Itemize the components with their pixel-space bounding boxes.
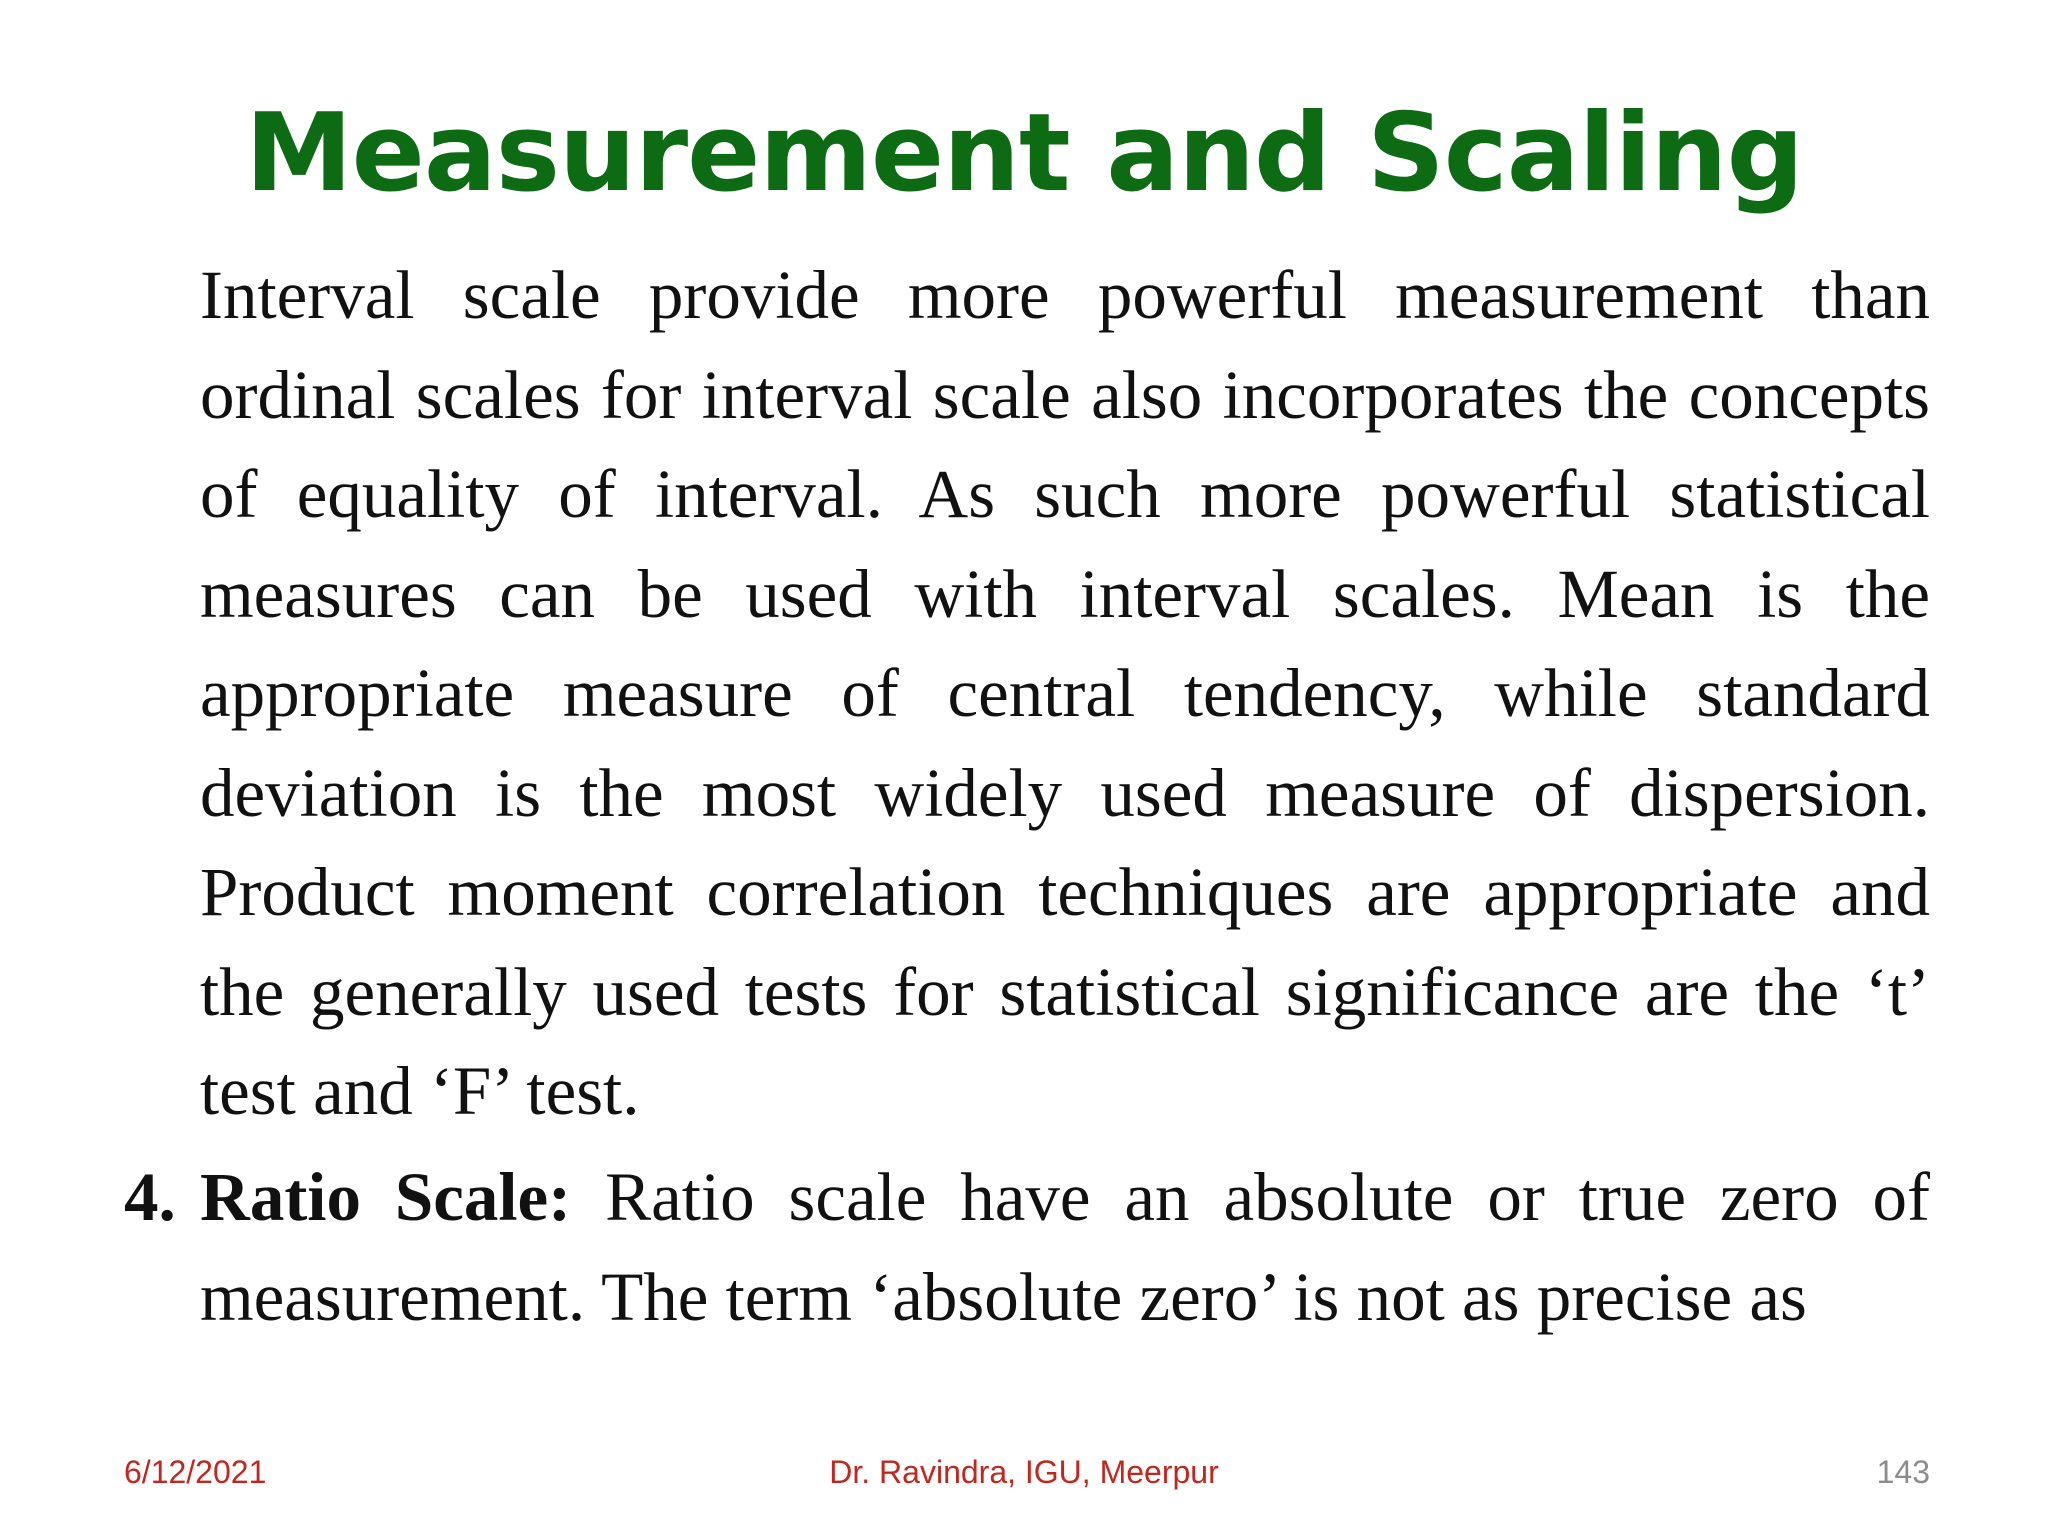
footer-date: 6/12/2021 bbox=[124, 1454, 267, 1490]
list-item-ratio-scale bbox=[124, 1148, 1930, 1347]
body-paragraph: Interval scale provide more powerful measurement than ordinal scales for interval scale also incorporates the concepts of equality of interval. As such more powerful statistical measures can be used with interval scales. Mean is the appropriate measure of central tendency, while standard deviation is the most widely used measure of dispersion. Product moment correlation techniques are appropriate and the generally used tests for statistical significance are the ‘t’ test and ‘F’ test. bbox=[200, 257, 1930, 1129]
list-item-text: Ratio scale have an absolute or true zero of measurement. The term ‘absolute zero’ is not as precise as bbox=[200, 1159, 1930, 1335]
list-item-number: 4. bbox=[124, 1159, 176, 1235]
list-item-label: Ratio Scale: bbox=[200, 1159, 572, 1235]
list-item-body bbox=[200, 1148, 1930, 1347]
page-number: 143 bbox=[1876, 1454, 1930, 1490]
slide-title: Measurement and Scaling bbox=[245, 91, 1803, 216]
footer-author: Dr. Ravindra, IGU, Meerpur bbox=[829, 1454, 1219, 1490]
